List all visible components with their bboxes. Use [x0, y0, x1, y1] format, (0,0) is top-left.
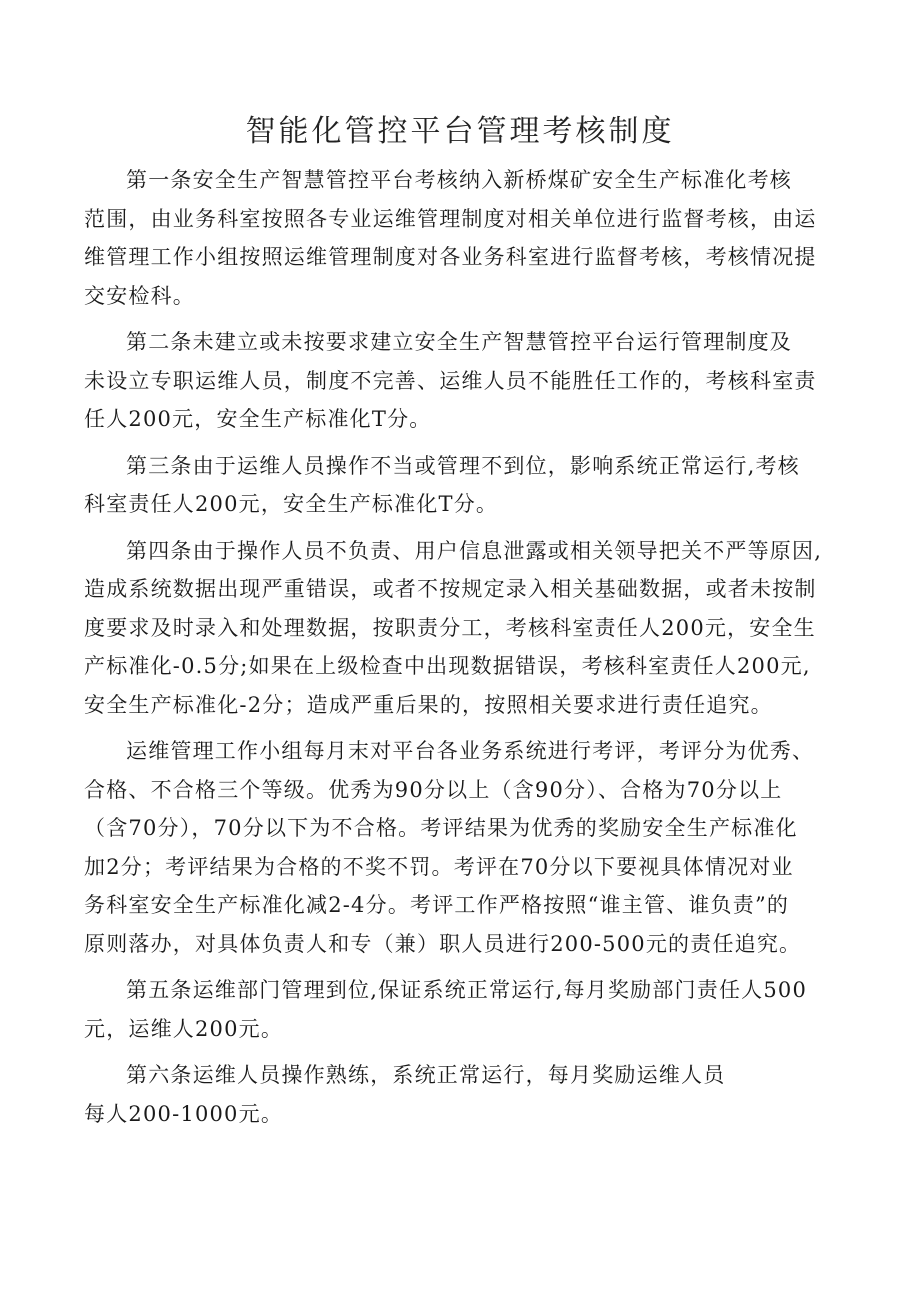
text-line: 第一条安全生产智慧管控平台考核纳入新桥煤矿安全生产标准化考核 — [126, 168, 792, 192]
article-6-paragraph — [84, 1056, 850, 1133]
article-1-paragraph — [84, 161, 850, 315]
text-line: 合格、不合格三个等级。优秀为90分以上（含90分）、合格为70分以上 — [84, 777, 783, 802]
article-5-paragraph — [84, 971, 850, 1048]
text-line: 原则落办，对具体负责人和专（兼）职人员进行200-500元的责任追究。 — [84, 931, 802, 956]
text-line: 第三条由于运维人员操作不当或管理不到位，影响系统正常运行,考核 — [126, 453, 800, 478]
text-line: 第四条由于操作人员不负责、用户信息泄露或相关领导把关不严等原因, — [126, 538, 823, 563]
text-line: 范围，由业务科室按照各专业运维管理制度对相关单位进行监督考核，由运 — [84, 206, 817, 231]
text-line: 元，运维人200元。 — [84, 1016, 284, 1041]
text-line: 第五条运维部门管理到位,保证系统正常运行,每月奖励部门责任人500 — [126, 978, 808, 1002]
text-line: 务科室安全生产标准化减2-4分。考评工作严格按照“谁主管、谁负责”的 — [84, 893, 790, 917]
text-line: 交安检科。 — [84, 283, 195, 308]
document-title: 智能化管控平台管理考核制度 — [245, 114, 675, 149]
text-line: 第六条运维人员操作熟练，系统正常运行，每月奖励运维人员 — [126, 1063, 726, 1087]
text-line: 安全生产标准化-2分；造成严重后果的，按照相关要求进行责任追究。 — [84, 692, 773, 717]
text-line: 未设立专职运维人员，制度不完善、运维人员不能胜任工作的，考核科室责 — [84, 368, 817, 393]
article-4-paragraph — [84, 532, 850, 725]
text-line: 造成系统数据出现严重错误，或者不按规定录入相关基础数据，或者未按制 — [84, 577, 817, 601]
text-line: （含70分），70分以下为不合格。考评结果为优秀的奖励安全生产标准化 — [84, 816, 798, 840]
article-3-paragraph — [84, 447, 850, 524]
article-2-paragraph — [84, 323, 850, 439]
text-line: 第二条未建立或未按要求建立安全生产智慧管控平台运行管理制度及 — [126, 330, 792, 354]
text-line: 度要求及时录入和处理数据，按职责分工，考核科室责任人200元，安全生 — [84, 615, 816, 640]
text-line: 产标准化-0.5分;如果在上级检查中出现数据错误，考核科室责任人200元, — [84, 654, 811, 678]
document-body — [84, 161, 850, 1133]
text-line: 加2分；考评结果为合格的不奖不罚。考评在70分以下要视具体情况对业 — [84, 854, 794, 879]
text-line: 维管理工作小组按照运维管理制度对各业务科室进行监督考核，考核情况提 — [84, 245, 817, 269]
text-line: 运维管理工作小组每月末对平台各业务系统进行考评，考评分为优秀、 — [126, 739, 815, 763]
evaluation-paragraph — [84, 732, 850, 963]
text-line: 科室责任人200元，安全生产标准化T分。 — [84, 492, 499, 516]
text-line: 任人200元，安全生产标准化T分。 — [84, 407, 432, 431]
text-line: 每人200-1000元。 — [84, 1101, 284, 1126]
